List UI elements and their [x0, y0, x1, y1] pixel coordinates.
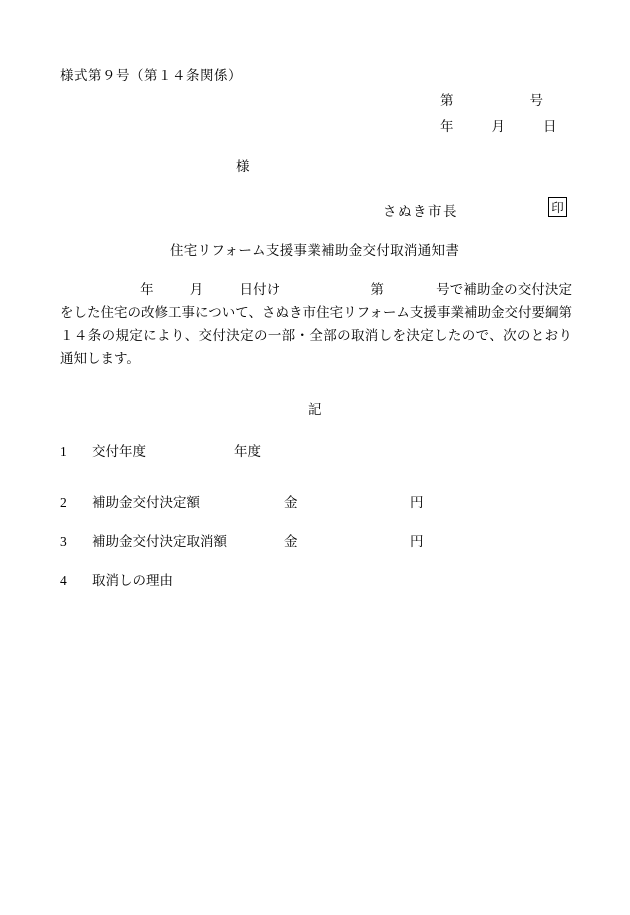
body-date-month: 月 [189, 282, 204, 297]
item-label: 取消しの理由 [92, 573, 173, 588]
item-label: 交付年度 [92, 444, 146, 459]
ki-marker: 記 [308, 402, 322, 417]
form-number: 様式第９号（第１４条関係） [60, 68, 242, 83]
item-number: 3 [60, 534, 67, 549]
item-label: 補助金交付決定取消額 [92, 534, 227, 549]
item-number: 2 [60, 495, 67, 510]
issue-date-day: 日 [543, 119, 557, 134]
item-value: 年度 [234, 444, 261, 459]
list-item [60, 569, 173, 589]
issuer-name: さぬき市長 [383, 204, 458, 219]
item-currency-mark: 金 [284, 534, 298, 549]
document-number-line [440, 89, 543, 109]
seal-stamp-box: 印 [548, 197, 567, 217]
document-number-suffix: 号 [529, 93, 543, 108]
item-unit: 円 [410, 534, 424, 549]
body-date-suffix: 日付け [239, 282, 281, 297]
list-item [60, 491, 424, 511]
list-item [60, 440, 261, 460]
item-label: 補助金交付決定額 [92, 495, 200, 510]
document-title: 住宅リフォーム支援事業補助金交付取消通知書 [170, 243, 460, 258]
body-date-year: 年 [140, 282, 154, 297]
issue-date-line [440, 115, 557, 135]
item-number: 4 [60, 573, 67, 588]
addressee-label: 様 [236, 159, 250, 174]
body-text: 号で補助金の交付決定をした住宅の改修工事について、さぬき市住宅リフォーム支援事業補助金交付要綱第１４条の規定により、交付決定の一部・全部の取消しを決定したので、次のとおり通知します。 [60, 282, 573, 366]
document-number-prefix: 第 [440, 93, 454, 108]
body-number-prefix: 第 [370, 282, 385, 297]
item-unit: 円 [410, 495, 424, 510]
item-currency-mark: 金 [284, 495, 298, 510]
issue-date-month: 月 [491, 119, 505, 134]
list-item [60, 530, 424, 550]
item-number: 1 [60, 444, 67, 459]
body-paragraph [60, 278, 572, 370]
issue-date-year: 年 [440, 119, 454, 134]
